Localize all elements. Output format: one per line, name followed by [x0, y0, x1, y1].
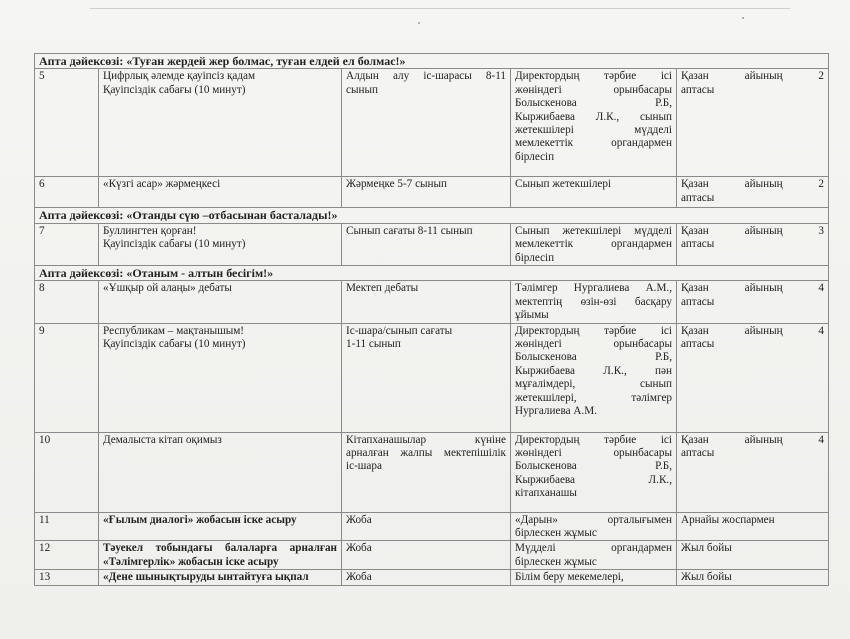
timing-cell-line: аптасы	[681, 238, 715, 251]
responsible-cell-line: Директордың тәрбие ісі	[515, 324, 672, 337]
responsible-cell	[511, 570, 677, 586]
responsible-cell-line: Нургалиева А.М.	[515, 405, 597, 418]
week-quote-row	[35, 208, 829, 223]
table-row	[35, 177, 829, 208]
table-row	[35, 281, 829, 323]
responsible-cell-line: кітапханашы	[515, 487, 577, 500]
table-row	[35, 570, 829, 586]
event-cell	[99, 323, 342, 432]
event-cell	[99, 281, 342, 323]
timing-cell-line: Жыл бойы	[681, 542, 732, 555]
timing-cell	[677, 223, 829, 265]
week-quote-row	[35, 54, 829, 69]
page-top-edge	[90, 8, 790, 9]
responsible-cell	[511, 281, 677, 323]
row-number: 7	[35, 223, 99, 265]
form-cell	[342, 69, 511, 177]
week-quote-row	[35, 266, 829, 281]
event-cell-line: Тәуекел тобындағы балаларға арналған	[103, 542, 337, 555]
event-cell-line: Буллингтен қорған!	[103, 224, 197, 237]
timing-cell	[677, 512, 829, 541]
table-row	[35, 223, 829, 265]
responsible-cell-line: Кыржибаева Л.К., пән	[515, 364, 672, 377]
event-cell-line: «Ғылым диалогі» жобасын іске асыру	[103, 513, 297, 526]
form-cell	[342, 323, 511, 432]
responsible-cell-line: Білім беру мекемелері,	[515, 571, 624, 584]
form-cell-line: 1-11 сынып	[346, 338, 401, 351]
form-cell-line: Жоба	[346, 513, 372, 526]
event-cell-line: Қауіпсіздік сабағы (10 минут)	[103, 238, 246, 251]
event-cell-line: Қауіпсіздік сабағы (10 минут)	[103, 83, 246, 96]
event-cell-line: Цифрлық әлемде қауіпсіз қадам	[103, 70, 256, 83]
scan-speck	[742, 17, 744, 19]
timing-cell-line: Қазан айының 3	[681, 224, 825, 237]
form-cell	[342, 432, 511, 512]
responsible-cell-line: Мүдделі органдармен	[515, 542, 672, 555]
table-row	[35, 432, 829, 512]
week-quote: Апта дәйексөзі: «Отанды сүю –отбасынан басталады!»	[35, 208, 829, 223]
row-number: 10	[35, 432, 99, 512]
form-cell	[342, 281, 511, 323]
event-cell-line: «Тәлімгерлік» жобасын іске асыру	[103, 555, 279, 568]
row-number: 13	[35, 570, 99, 586]
responsible-cell-line: Сынып жетекшілері мүдделі	[515, 224, 672, 237]
timing-cell-line: Қазан айының 2	[681, 70, 825, 83]
row-number: 8	[35, 281, 99, 323]
responsible-cell-line: Сынып жетекшілері	[515, 178, 612, 191]
timing-cell	[677, 177, 829, 208]
responsible-cell-line: мұғалімдері, сынып	[515, 378, 672, 391]
event-cell-line: Демалыста кітап оқимыз	[103, 433, 222, 446]
event-cell-line: «Күзгі асар» жәрмеңкесі	[103, 178, 221, 191]
responsible-cell-line: Тәлімгер Нургалиева А.М.,	[515, 282, 672, 295]
week-quote: Апта дәйексөзі: «Туған жердей жер болмас, туған елдей ел болмас!»	[35, 54, 829, 69]
responsible-cell-line: бірлескен жұмыс	[515, 527, 597, 540]
responsible-cell-line: Кыржибаева Л.К.,	[515, 473, 672, 486]
table-row	[35, 323, 829, 432]
responsible-cell	[511, 177, 677, 208]
responsible-cell-line: мемлекеттік органдармен	[515, 238, 672, 251]
responsible-cell	[511, 432, 677, 512]
responsible-cell-line: Директордың тәрбие ісі	[515, 70, 672, 83]
event-cell-line: Қауіпсіздік сабағы (10 минут)	[103, 338, 246, 351]
responsible-cell-line: жөніндегі орынбасары	[515, 83, 672, 96]
event-cell-line: «Ұшқыр ой алаңы» дебаты	[103, 282, 232, 295]
scan-speck	[418, 22, 420, 24]
form-cell-line: сынып	[346, 83, 378, 96]
form-cell-line: Алдын алу іс-шарасы 8-11	[346, 70, 506, 83]
form-cell-line: Жәрмеңке 5-7 сынып	[346, 178, 448, 191]
plan-table	[34, 53, 829, 586]
timing-cell-line: Жыл бойы	[681, 571, 732, 584]
timing-cell	[677, 432, 829, 512]
event-cell	[99, 570, 342, 586]
responsible-cell-line: Болыскенова Р.Б,	[515, 97, 672, 110]
timing-cell-line: Қазан айының 4	[681, 324, 825, 337]
responsible-cell	[511, 323, 677, 432]
timing-cell-line: Қазан айының 4	[681, 433, 825, 446]
timing-cell-line: Қазан айының 2	[681, 178, 825, 191]
responsible-cell-line: Кыржибаева Л.К., сынып	[515, 110, 672, 123]
responsible-cell-line: жетекшілері, тәлімгер	[515, 391, 672, 404]
form-cell-line: іс-шара	[346, 460, 382, 473]
responsible-cell	[511, 69, 677, 177]
form-cell-line: Жоба	[346, 542, 372, 555]
row-number: 6	[35, 177, 99, 208]
timing-cell-line: аптасы	[681, 191, 715, 204]
timing-cell-line: Қазан айының 4	[681, 282, 825, 295]
row-number: 9	[35, 323, 99, 432]
table-row	[35, 69, 829, 177]
timing-cell	[677, 541, 829, 570]
responsible-cell-line: Болыскенова Р.Б,	[515, 351, 672, 364]
responsible-cell-line: «Дарын» орталығымен	[515, 513, 672, 526]
responsible-cell-line: мемлекеттік органдармен	[515, 137, 672, 150]
event-cell	[99, 69, 342, 177]
form-cell	[342, 541, 511, 570]
event-cell	[99, 432, 342, 512]
responsible-cell-line: жетекшілері мүдделі	[515, 124, 672, 137]
timing-cell-line: аптасы	[681, 83, 715, 96]
form-cell	[342, 177, 511, 208]
event-cell-line: «Дене шынықтыруды ынтайтуға ықпал	[103, 571, 309, 584]
responsible-cell-line: жөніндегі орынбасары	[515, 447, 672, 460]
timing-cell-line: аптасы	[681, 295, 715, 308]
timing-cell-line: аптасы	[681, 447, 715, 460]
timing-cell	[677, 570, 829, 586]
responsible-cell-line: бірлесіп	[515, 251, 555, 264]
timing-cell	[677, 323, 829, 432]
responsible-cell-line: мектептің өзін-өзі басқару	[515, 295, 672, 308]
row-number: 5	[35, 69, 99, 177]
responsible-cell-line: бірлесіп	[515, 150, 555, 163]
responsible-cell-line: Болыскенова Р.Б,	[515, 460, 672, 473]
event-cell	[99, 177, 342, 208]
responsible-cell-line: бірлескен жұмыс	[515, 555, 597, 568]
form-cell-line: арналған жалпы мектепішілік	[346, 447, 506, 460]
responsible-cell-line: ұйымы	[515, 309, 549, 322]
row-number: 12	[35, 541, 99, 570]
table-row	[35, 512, 829, 541]
timing-cell	[677, 69, 829, 177]
row-number: 11	[35, 512, 99, 541]
responsible-cell-line: жөніндегі орынбасары	[515, 338, 672, 351]
event-cell	[99, 223, 342, 265]
form-cell-line: Мектеп дебаты	[346, 282, 419, 295]
responsible-cell	[511, 512, 677, 541]
form-cell	[342, 512, 511, 541]
form-cell	[342, 223, 511, 265]
form-cell	[342, 570, 511, 586]
timing-cell	[677, 281, 829, 323]
timing-cell-line: аптасы	[681, 338, 715, 351]
responsible-cell-line: Директордың тәрбие ісі	[515, 433, 672, 446]
form-cell-line: Сынып сағаты 8-11 сынып	[346, 224, 473, 237]
week-quote: Апта дәйексөзі: «Отаным - алтын бесігім!»	[35, 266, 829, 281]
timing-cell-line: Арнайы жоспармен	[681, 513, 775, 526]
form-cell-line: Іс-шара/сынып сағаты	[346, 324, 453, 337]
event-cell	[99, 512, 342, 541]
form-cell-line: Жоба	[346, 571, 372, 584]
form-cell-line: Кітапханашылар күніне	[346, 433, 506, 446]
responsible-cell	[511, 223, 677, 265]
responsible-cell	[511, 541, 677, 570]
event-cell-line: Республикам – мақтанышым!	[103, 324, 245, 337]
event-cell	[99, 541, 342, 570]
table-row	[35, 541, 829, 570]
